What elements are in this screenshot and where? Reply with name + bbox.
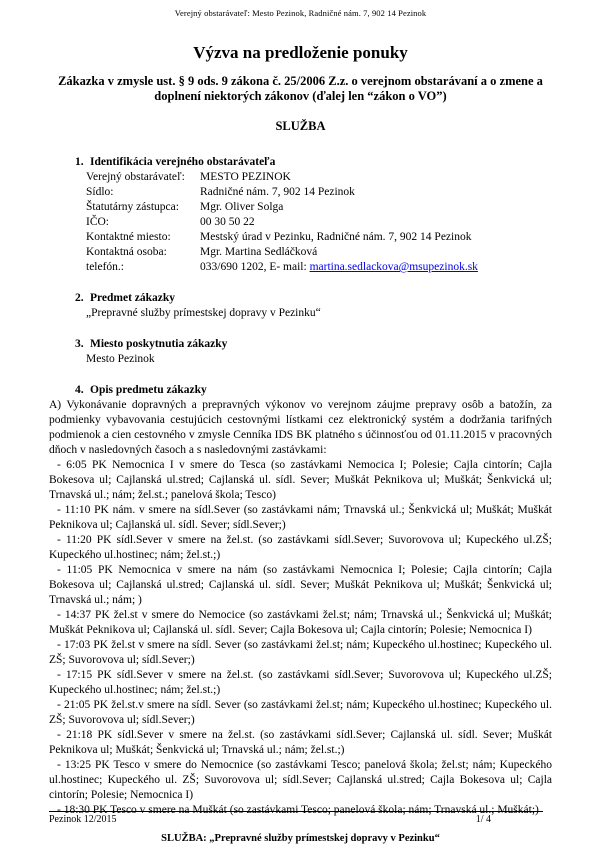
id-row xyxy=(86,185,552,200)
section-number: 2. xyxy=(75,292,84,304)
section-heading xyxy=(49,337,552,352)
sections-container xyxy=(49,155,552,818)
section-identification xyxy=(49,155,552,275)
footer-page-number: 1/ 4 xyxy=(475,814,491,825)
schedule-item: - 18:30 PK Tesco v smere na Muškát (so zastávkami Tesco; panelová škola; nám; Trnavská ul.; Muškát;) xyxy=(57,804,539,816)
id-row xyxy=(86,230,552,245)
id-value xyxy=(200,260,552,275)
schedule-item: - 21:05 PK žel.st.v smere na sídl. Sever (so zastávkami žel.st; nám; Kupeckého ul.hostinec; Kupeckého ul. ZŠ; Suvorovova ul; sídl.Sever;) xyxy=(49,699,552,726)
id-row xyxy=(86,260,552,275)
section-number: 1. xyxy=(75,156,84,168)
schedule-item: - 11:10 PK nám. v smere na sídl.Sever (so zastávkami nám; Trnavská ul.; Šenkvická ul; Muškát; Muškát Peknikova ul; Cajlanská ul. sídl. Sever; sídl.Sever;) xyxy=(49,504,552,531)
document-title: Výzva na predloženie ponuky xyxy=(193,43,408,62)
section-heading xyxy=(49,155,552,170)
schedule-item: - 13:25 PK Tesco v smere do Nemocnice (so zastávkami Tesco; panelová škola; žel.st; nám; Kupeckého ul.hostinec; Kupeckého ul. ZŠ; Suvorovova ul; sídl.Sever; Cajlanská ul.stred; Cajla Bokesova ul; Cajla cintorín; Polesie; Nemocnica I) xyxy=(49,759,552,801)
footer-place-date: Pezinok 12/2015 xyxy=(49,814,117,825)
id-label: IČO: xyxy=(86,216,109,228)
id-label: telefón.: xyxy=(86,261,124,273)
schedule-item: - 17:15 PK sídl.Sever v smere na žel.st. (so zastávkami sídl.Sever; Suvorovova ul; Kupeckého ul.ZŠ; Kupeckého ul.hostinec; nám; žel.st.;) xyxy=(49,669,552,696)
schedule-list xyxy=(49,458,552,818)
section-title: Identifikácia verejného obstarávateľa xyxy=(90,156,276,168)
section-title: Predmet zákazky xyxy=(90,292,176,304)
footer-service-label: SLUŽBA: „Prepravné služby prímestskej dopravy v Pezinku“ xyxy=(161,833,440,844)
id-value: Mgr. Martina Sedláčková xyxy=(200,246,318,258)
identification-table xyxy=(49,170,552,275)
id-value: MESTO PEZINOK xyxy=(200,171,291,183)
id-label: Štatutárny zástupca: xyxy=(86,201,179,213)
id-label: Verejný obstarávateľ: xyxy=(86,171,185,183)
document-subtitle: Zákazka v zmysle ust. § 9 ods. 9 zákona č. 25/2006 Z.z. o verejnom obstarávaní a o zmene a doplnení niektorých zákonov (ďalej len “zákon o VO”) xyxy=(58,74,543,103)
schedule-item: - 17:03 PK žel.st v smere na sídl. Sever (so zastávkami žel.st; nám; Kupeckého ul.hostinec; Kupeckého ul. ZŠ; Suvorovova ul; sídl.Sever;) xyxy=(49,639,552,666)
schedule-item: - 11:05 PK Nemocnica v smere na nám (so zastávkami Nemocnica I; Polesie; Cajla cintorín; Cajla Bokesova ul; Cajlanská ul.stred; Cajlanská ul. sídl. Sever; Muškát Peknikova ul; Muškát; Šenkvická ul; Trnavská ul.; nám; ) xyxy=(49,564,552,606)
id-row xyxy=(86,215,552,230)
section-subject xyxy=(49,291,552,321)
schedule-item: - 14:37 PK žel.st v smere do Nemocice (so zastávkami žel.st; nám; Trnavská ul.; Šenkvická ul; Muškát; Muškát Peknikova ul; Cajlanská ul. sídl. Sever; Cajla Bokesova ul; Cajla cintorín; Polesie; Nemocnica I) xyxy=(49,609,552,636)
id-row xyxy=(86,170,552,185)
description-paragraph: A) Vykonávanie dopravných a prepravných výkonov vo verejnom záujme prepravy osôb a batožín, za podmienky vybavovania cestujúcich cestovnými lístkami cez elektronický systém a dodržania tarifných podmienok a cien cestovného v zmysle Cenníka IDS BK platného s účinnosťou od 01.11.2015 v pracovných dňoch v nasledovných časoch a s nasledovnými zastávkami: xyxy=(49,399,552,456)
section-heading xyxy=(49,383,552,398)
page-footer xyxy=(49,811,552,844)
id-value: Mgr. Oliver Solga xyxy=(200,201,284,213)
schedule-item: - 21:18 PK sídl.Sever v smere na žel.st. (so zastávkami sídl.Sever; Cajlanská ul. sídl. Sever; Muškát Peknikova ul; Muškát; Šenkvická ul; Trnavská ul.; nám; žel.st.;) xyxy=(49,729,552,756)
contract-type-label: SLUŽBA xyxy=(275,119,326,133)
footer-rule-row xyxy=(49,811,543,826)
section-body: „Prepravné služby prímestskej dopravy v Pezinku“ xyxy=(86,307,321,319)
id-label: Kontaktná osoba: xyxy=(86,246,167,258)
schedule-item: - 6:05 PK Nemocnica I v smere do Tesca (so zastávkami Nemocica I; Polesie; Cajla cintorín; Cajla Bokesova ul; Cajlanská ul.stred; Cajlanská ul. sídl. Sever; Muškát Peknikova ul; Muškát; Šenkvická ul; Trnavská ul.; nám; žel.st.; panelová škola; Tesco) xyxy=(49,459,552,501)
section-title: Opis predmetu zákazky xyxy=(90,384,207,396)
id-label: Kontaktné miesto: xyxy=(86,231,171,243)
phone-email-prefix: 033/690 1202, E- mail: xyxy=(200,261,310,273)
id-value: Mestský úrad v Pezinku, Radničné nám. 7, 902 14 Pezinok xyxy=(200,231,472,243)
id-row xyxy=(86,245,552,260)
id-value: Radničné nám. 7, 902 14 Pezinok xyxy=(200,186,355,198)
section-body: Mesto Pezinok xyxy=(86,353,155,365)
section-number: 3. xyxy=(75,338,84,350)
section-number: 4. xyxy=(75,384,84,396)
id-value: 00 30 50 22 xyxy=(200,216,255,228)
description-body xyxy=(49,398,552,818)
page-header-line: Verejný obstarávateľ: Mesto Pezinok, Radničné nám. 7, 902 14 Pezinok xyxy=(174,8,427,18)
section-place xyxy=(49,337,552,367)
id-row xyxy=(86,200,552,215)
schedule-item: - 11:20 PK sídl.Sever v smere na žel.st. (so zastávkami sídl.Sever; Suvorovova ul; Kupeckého ul.ZŠ; Kupeckého ul.hostinec; nám; žel.st.;) xyxy=(49,534,552,561)
section-title: Miesto poskytnutia zákazky xyxy=(90,338,228,350)
id-label: Sídlo: xyxy=(86,186,114,198)
email-link[interactable]: martina.sedlackova@msupezinok.sk xyxy=(309,261,478,273)
section-heading xyxy=(49,291,552,306)
section-description xyxy=(49,383,552,818)
